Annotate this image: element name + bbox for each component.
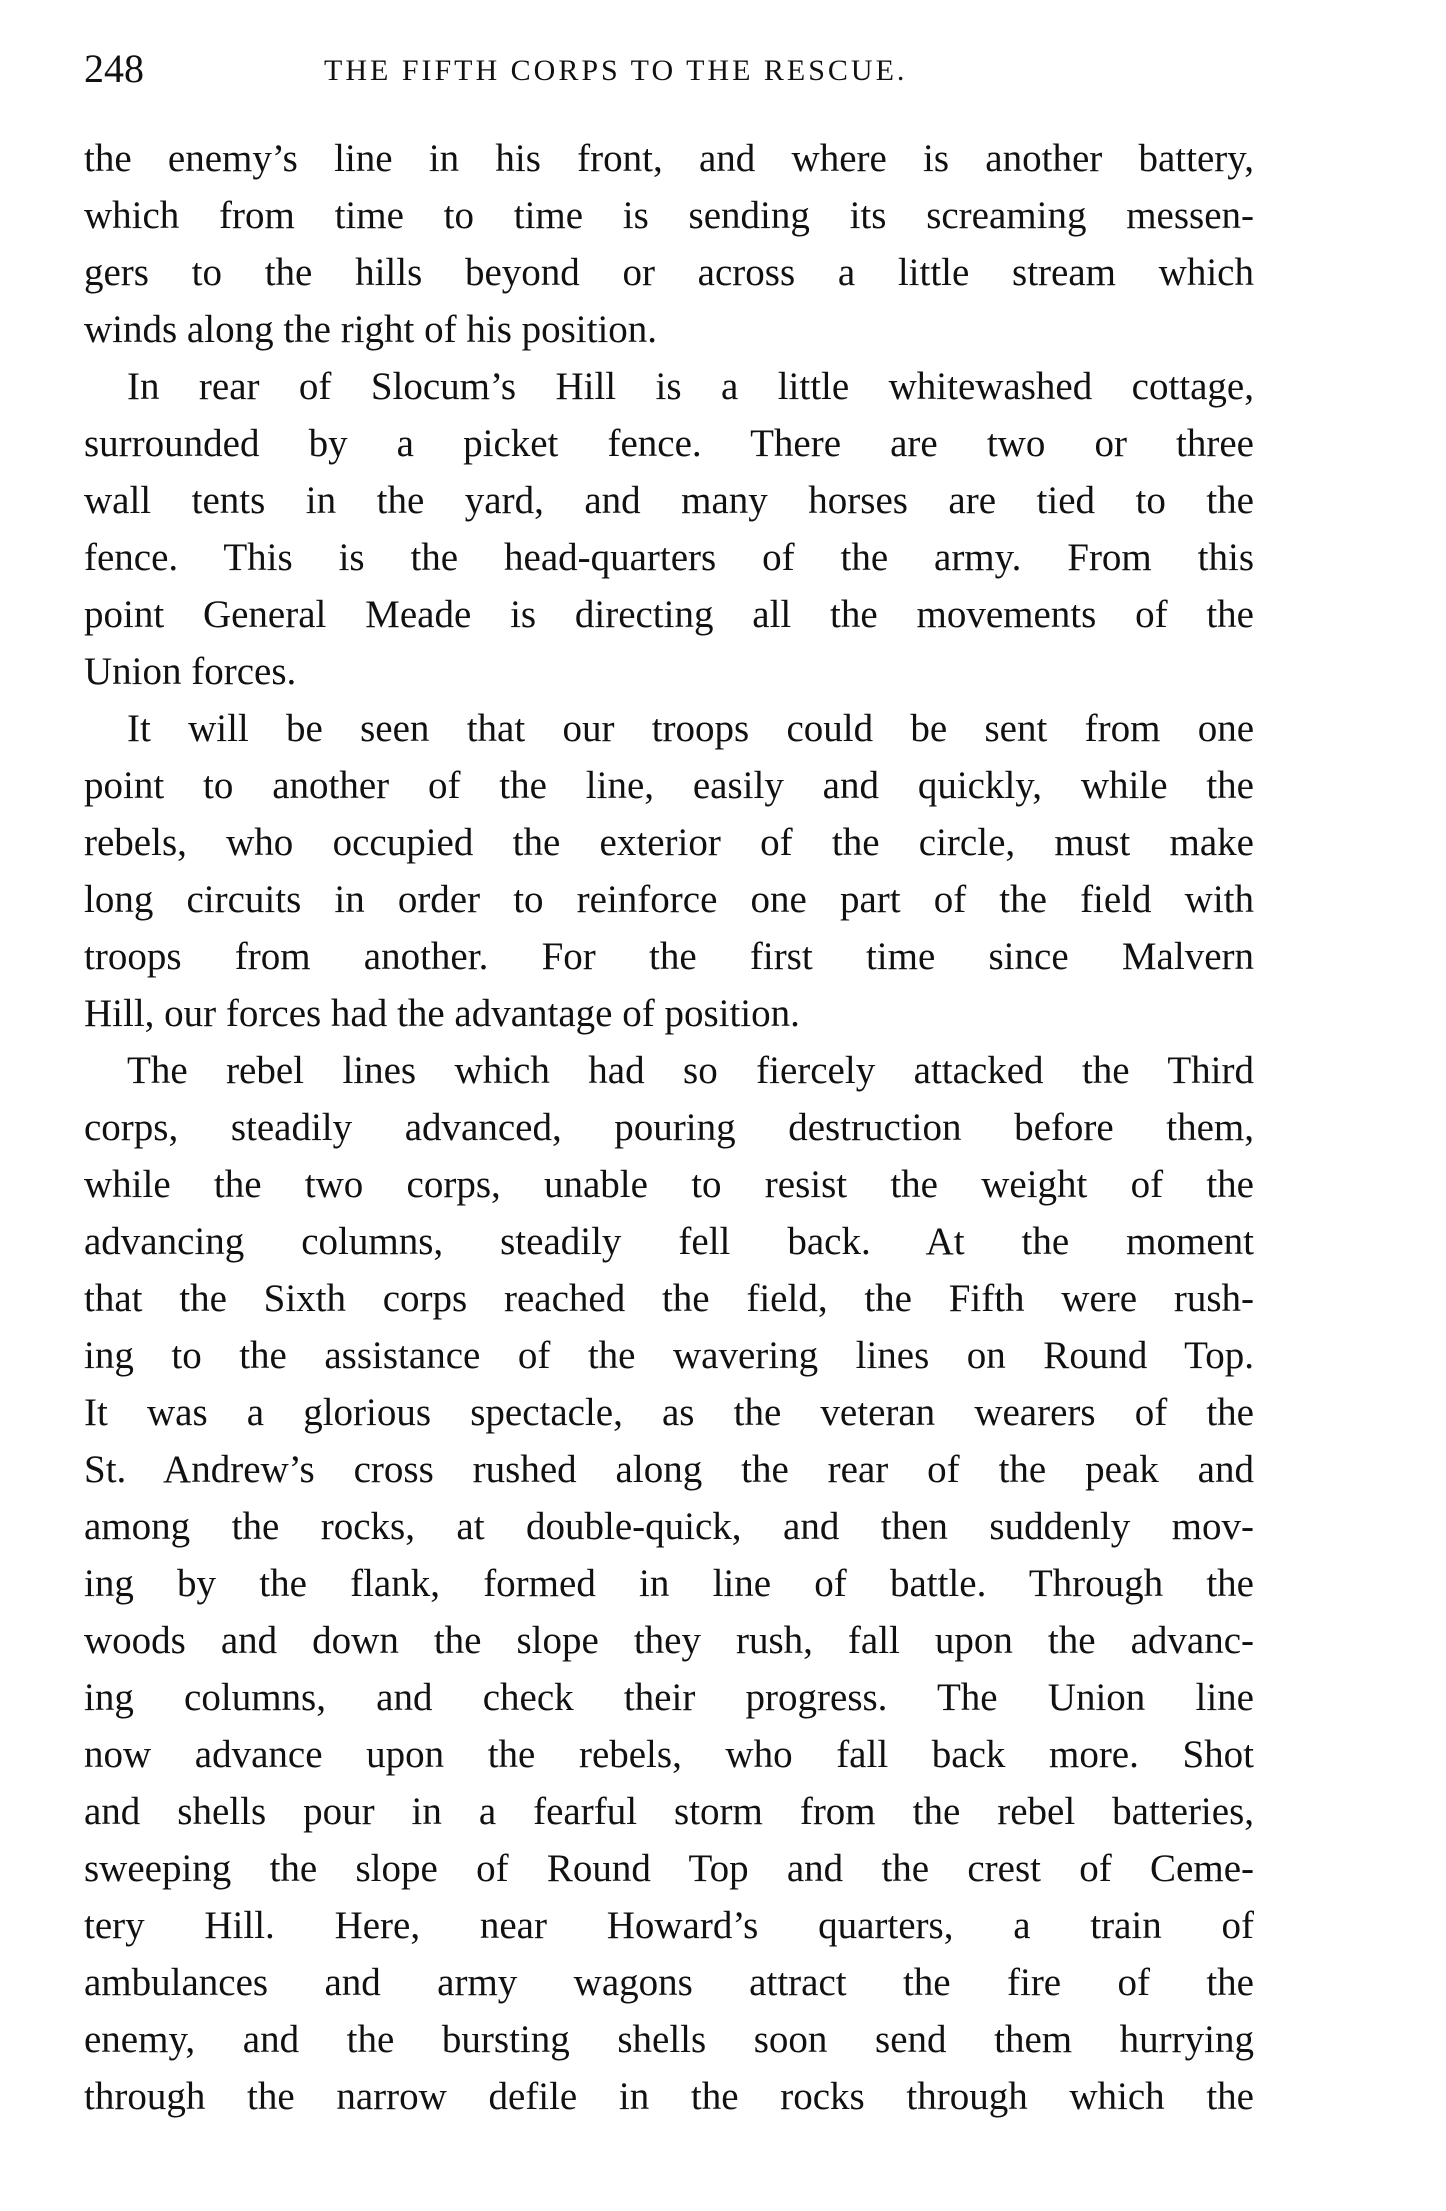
text-line: enemy, and the bursting shells soon send them hurrying — [84, 2018, 1254, 2061]
text-line: The rebel lines which had so fiercely attacked the Third — [127, 1049, 1254, 1092]
text-line: which from time to time is sending its screaming messen- — [84, 194, 1254, 237]
page-number: 248 — [84, 46, 144, 91]
text-line: now advance upon the rebels, who fall back more. Shot — [84, 1733, 1254, 1776]
text-line: It was a glorious spectacle, as the veteran wearers of the — [84, 1391, 1254, 1434]
text-line: In rear of Slocum’s Hill is a little whitewashed cottage, — [127, 365, 1254, 408]
text-line: wall tents in the yard, and many horses are tied to the — [84, 479, 1254, 522]
text-line: point to another of the line, easily and quickly, while the — [84, 764, 1254, 807]
text-line: while the two corps, unable to resist the weight of the — [84, 1163, 1254, 1206]
text-line: and shells pour in a fearful storm from the rebel batteries, — [84, 1790, 1254, 1833]
text-line: ing by the flank, formed in line of battle. Through the — [84, 1562, 1254, 1605]
body-text — [84, 130, 1254, 2125]
text-line: sweeping the slope of Round Top and the crest of Ceme- — [84, 1847, 1254, 1890]
text-line: ing columns, and check their progress. The Union line — [84, 1676, 1254, 1719]
text-line: tery Hill. Here, near Howard’s quarters, a train of — [84, 1904, 1254, 1947]
text-line: that the Sixth corps reached the field, the Fifth were rush- — [84, 1277, 1254, 1320]
text-line: fence. This is the head-quarters of the army. From this — [84, 536, 1254, 579]
text-line: corps, steadily advanced, pouring destruction before them, — [84, 1106, 1254, 1149]
text-line: troops from another. For the first time since Malvern — [84, 935, 1254, 978]
running-head: THE FIFTH CORPS TO THE RESCUE. — [324, 54, 908, 87]
text-line: woods and down the slope they rush, fall upon the advanc- — [84, 1619, 1254, 1662]
text-line: surrounded by a picket fence. There are two or three — [84, 422, 1254, 465]
text-line: through the narrow defile in the rocks through which the — [84, 2075, 1254, 2118]
text-line: point General Meade is directing all the movements of the — [84, 593, 1254, 636]
text-line: advancing columns, steadily fell back. At the moment — [84, 1220, 1254, 1263]
text-line: gers to the hills beyond or across a little stream which — [84, 251, 1254, 294]
text-line: winds along the right of his position. — [84, 308, 658, 351]
text-line: Hill, our forces had the advantage of position. — [84, 992, 800, 1035]
text-line: ambulances and army wagons attract the fire of the — [84, 1961, 1254, 2004]
text-line: rebels, who occupied the exterior of the circle, must make — [84, 821, 1254, 864]
text-line: the enemy’s line in his front, and where is another battery, — [84, 137, 1254, 180]
text-line: St. Andrew’s cross rushed along the rear of the peak and — [84, 1448, 1254, 1491]
text-line: ing to the assistance of the wavering lines on Round Top. — [84, 1334, 1254, 1377]
text-line: It will be seen that our troops could be sent from one — [127, 707, 1254, 750]
page-header — [84, 44, 1254, 94]
text-line: among the rocks, at double-quick, and then suddenly mov- — [84, 1505, 1254, 1548]
text-line: Union forces. — [84, 650, 297, 693]
text-line: long circuits in order to reinforce one part of the field with — [84, 878, 1254, 921]
